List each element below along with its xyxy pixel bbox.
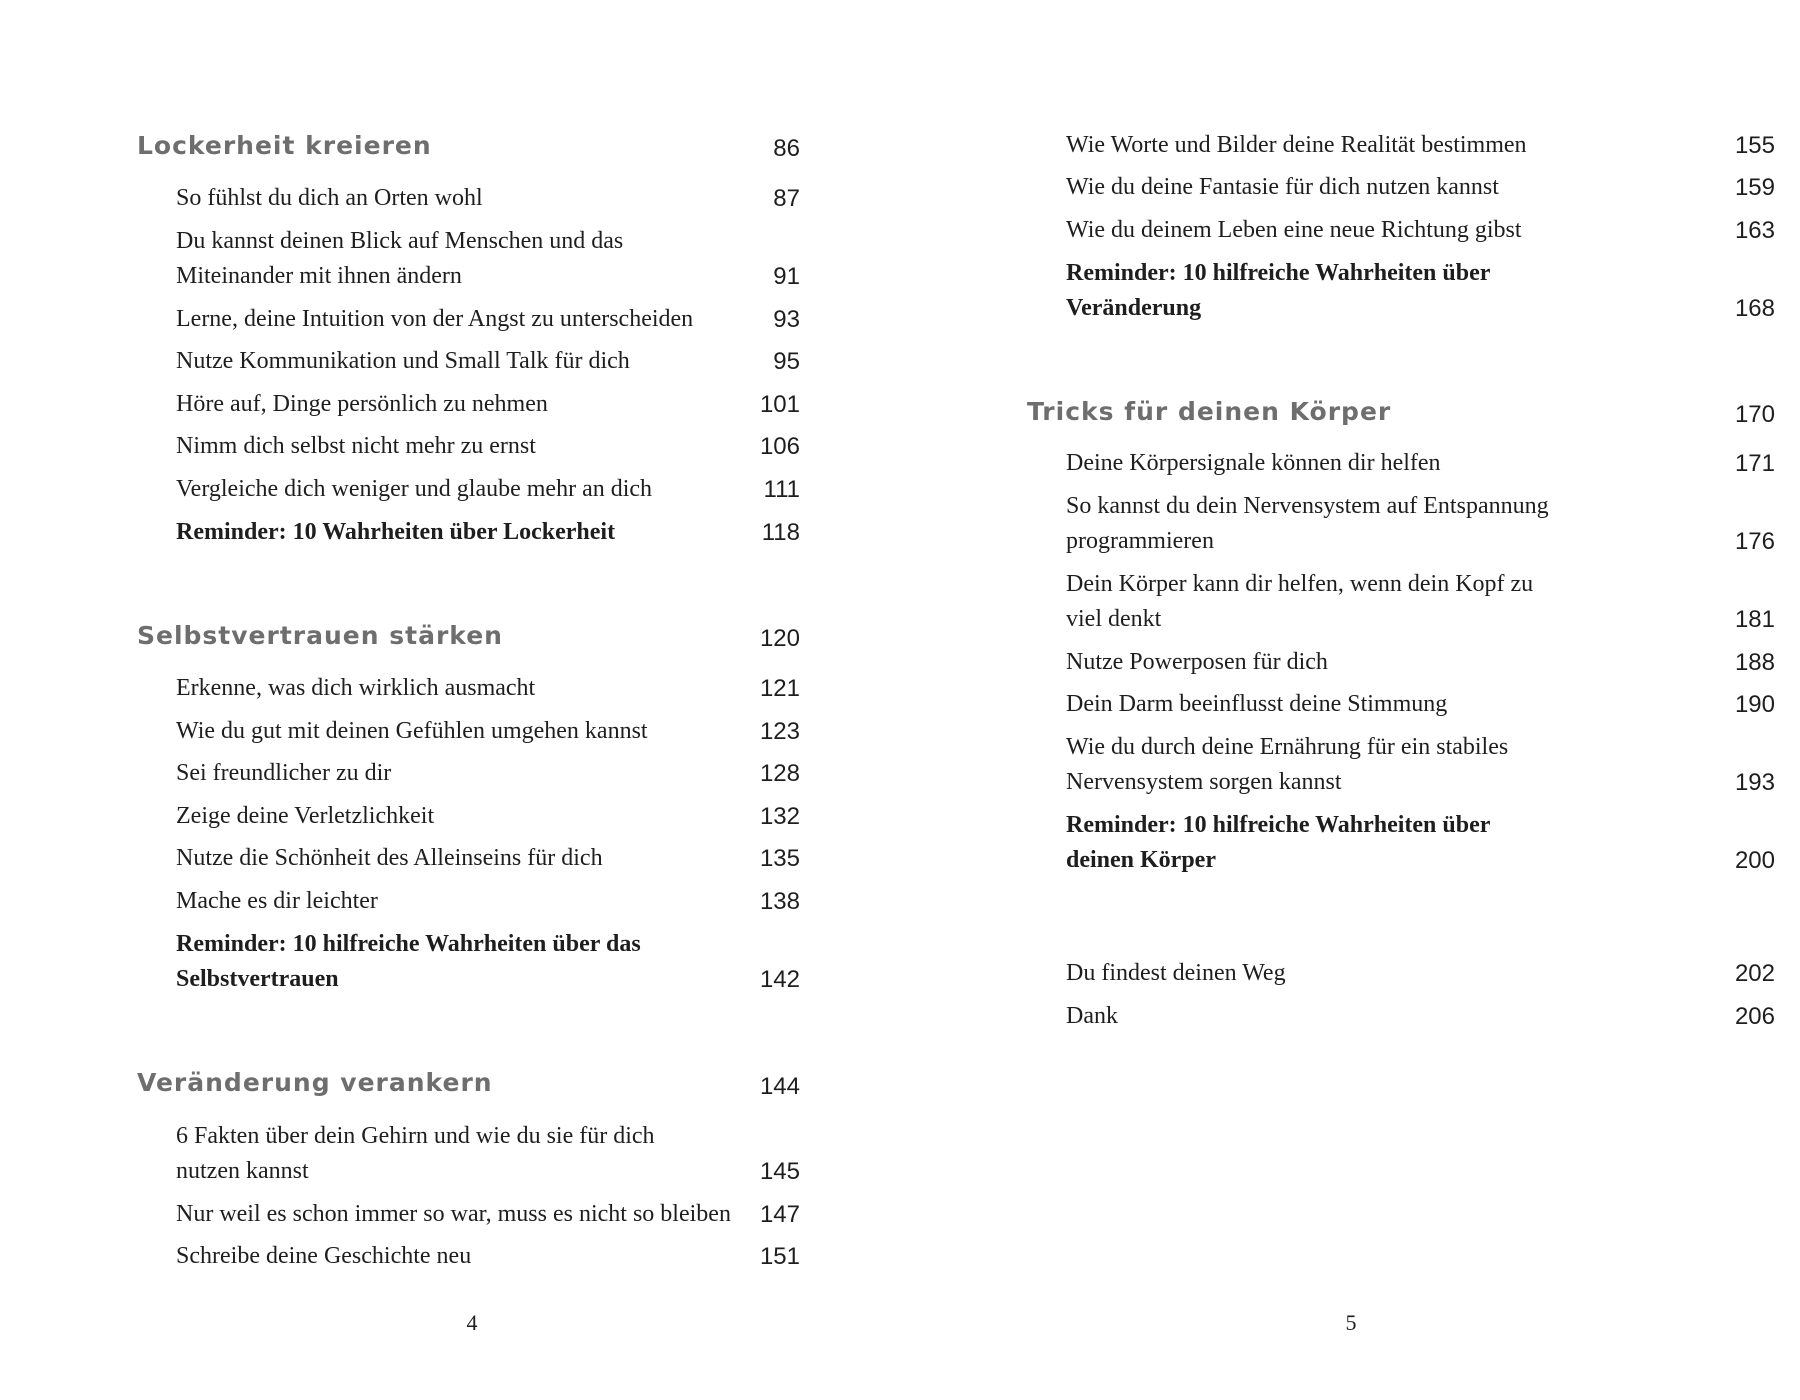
chapter-title: Lockerheit kreieren (137, 131, 432, 160)
toc-entry-text: So fühlst du dich an Orten wohl (176, 185, 483, 211)
toc-entry-page: 181 (1734, 606, 1775, 633)
chapter-page-number: 170 (1734, 401, 1775, 428)
toc-entry-text-continued: viel denkt (1066, 606, 1162, 632)
toc-entry-text: Deine Körpersignale können dir helfen (1066, 450, 1441, 476)
toc-entry-text-continued: programmieren (1066, 528, 1214, 554)
toc-entry-page: 106 (759, 433, 800, 460)
toc-entry-page: 171 (1734, 450, 1775, 477)
toc-entry-text: Wie du gut mit deinen Gefühlen umgehen kannst (176, 718, 648, 744)
toc-reminder-text: Reminder: 10 hilfreiche Wahrheiten über (1066, 260, 1491, 286)
toc-entry-text: Wie du durch deine Ernährung für ein stabiles (1066, 734, 1509, 760)
toc-entry-text: So kannst du dein Nervensystem auf Entspannung (1066, 493, 1549, 519)
toc-entry-page: 135 (759, 845, 800, 872)
toc-entry-page: 123 (759, 718, 800, 745)
toc-entry-page: 142 (759, 966, 800, 993)
chapter-title: Tricks für deinen Körper (1027, 397, 1392, 426)
toc-entry-text: Nur weil es schon immer so war, muss es nicht so bleiben (176, 1201, 731, 1227)
chapter-page-number: 120 (759, 625, 800, 652)
toc-entry-text-continued: nutzen kannst (176, 1158, 309, 1184)
page-number: 4 (466, 1310, 478, 1335)
toc-entry-text: Du findest deinen Weg (1066, 960, 1286, 986)
toc-reminder-text: Reminder: 10 Wahrheiten über Lockerheit (176, 519, 616, 545)
toc-entry-page: 176 (1734, 528, 1775, 555)
toc-entry-page: 111 (763, 476, 800, 503)
toc-entry-text: Wie du deine Fantasie für dich nutzen kannst (1066, 174, 1499, 200)
toc-entry-text: Du kannst deinen Blick auf Menschen und das (176, 228, 624, 254)
toc-entry-page: 147 (759, 1201, 800, 1228)
toc-entry-page: 87 (773, 185, 800, 212)
toc-entry-text: Dein Darm beeinflusst deine Stimmung (1066, 691, 1448, 717)
toc-entry-text: Vergleiche dich weniger und glaube mehr an dich (176, 476, 653, 502)
toc-entry-page: 121 (759, 675, 800, 702)
toc-entry-text: Mache es dir leichter (176, 888, 378, 914)
toc-reminder-text-continued: Veränderung (1066, 295, 1202, 321)
toc-entry-text: Schreibe deine Geschichte neu (176, 1243, 472, 1269)
toc-entry-page: 151 (759, 1243, 800, 1270)
chapter-page-number: 144 (759, 1073, 800, 1100)
toc-entry-text: Höre auf, Dinge persönlich zu nehmen (176, 391, 548, 417)
toc-entry-text: Nutze Kommunikation und Small Talk für dich (176, 348, 630, 374)
toc-entry-page: 95 (773, 348, 800, 375)
toc-reminder-text: Reminder: 10 hilfreiche Wahrheiten über (1066, 812, 1491, 838)
chapter-title: Veränderung verankern (137, 1068, 493, 1097)
toc-reminder-text-continued: Selbstvertrauen (176, 966, 339, 992)
toc-entry-page: 145 (759, 1158, 800, 1185)
toc-entry-page: 168 (1734, 295, 1775, 322)
toc-entry-page: 190 (1734, 691, 1775, 718)
toc-entry-text-continued: Miteinander mit ihnen ändern (176, 263, 462, 289)
right-page (900, 0, 1800, 1400)
toc-entry-page: 188 (1734, 649, 1775, 676)
toc-entry-page: 200 (1734, 847, 1775, 874)
toc-entry-text: Nutze Powerposen für dich (1066, 649, 1328, 675)
toc-entry-page: 93 (773, 306, 800, 333)
toc-entry-text: Nutze die Schönheit des Alleinseins für dich (176, 845, 603, 871)
toc-entry-text: Wie Worte und Bilder deine Realität bestimmen (1066, 132, 1527, 158)
toc-entry-page: 118 (761, 519, 800, 546)
toc-entry-text: Lerne, deine Intuition von der Angst zu unterscheiden (176, 306, 694, 332)
toc-entry-page: 101 (759, 391, 800, 418)
toc-entry-text-continued: Nervensystem sorgen kannst (1066, 769, 1342, 795)
toc-entry-page: 193 (1734, 769, 1775, 796)
toc-entry-text: Sei freundlicher zu dir (176, 760, 392, 786)
toc-entry-page: 159 (1734, 174, 1775, 201)
toc-entry-text: 6 Fakten über dein Gehirn und wie du sie für dich (176, 1123, 655, 1149)
toc-reminder-text: Reminder: 10 hilfreiche Wahrheiten über das (176, 931, 641, 957)
toc-entry-page: 91 (773, 263, 800, 290)
toc-entry-page: 128 (759, 760, 800, 787)
toc-entry-page: 206 (1734, 1003, 1775, 1030)
chapter-page-number: 86 (773, 135, 800, 162)
toc-entry-text: Dein Körper kann dir helfen, wenn dein Kopf zu (1066, 571, 1534, 597)
toc-entry-text: Wie du deinem Leben eine neue Richtung gibst (1066, 217, 1522, 243)
toc-entry-text: Nimm dich selbst nicht mehr zu ernst (176, 433, 536, 459)
toc-entry-text: Zeige deine Verletzlichkeit (176, 803, 435, 829)
page-number: 5 (1345, 1310, 1357, 1335)
chapter-title: Selbstvertrauen stärken (137, 621, 503, 650)
toc-entry-page: 163 (1734, 217, 1775, 244)
toc-entry-page: 202 (1734, 960, 1775, 987)
toc-entry-page: 138 (759, 888, 800, 915)
toc-entry-text: Dank (1066, 1003, 1118, 1029)
toc-entry-page: 132 (759, 803, 800, 830)
toc-entry-text: Erkenne, was dich wirklich ausmacht (176, 675, 536, 701)
toc-reminder-text-continued: deinen Körper (1066, 847, 1216, 873)
toc-entry-page: 155 (1734, 132, 1775, 159)
